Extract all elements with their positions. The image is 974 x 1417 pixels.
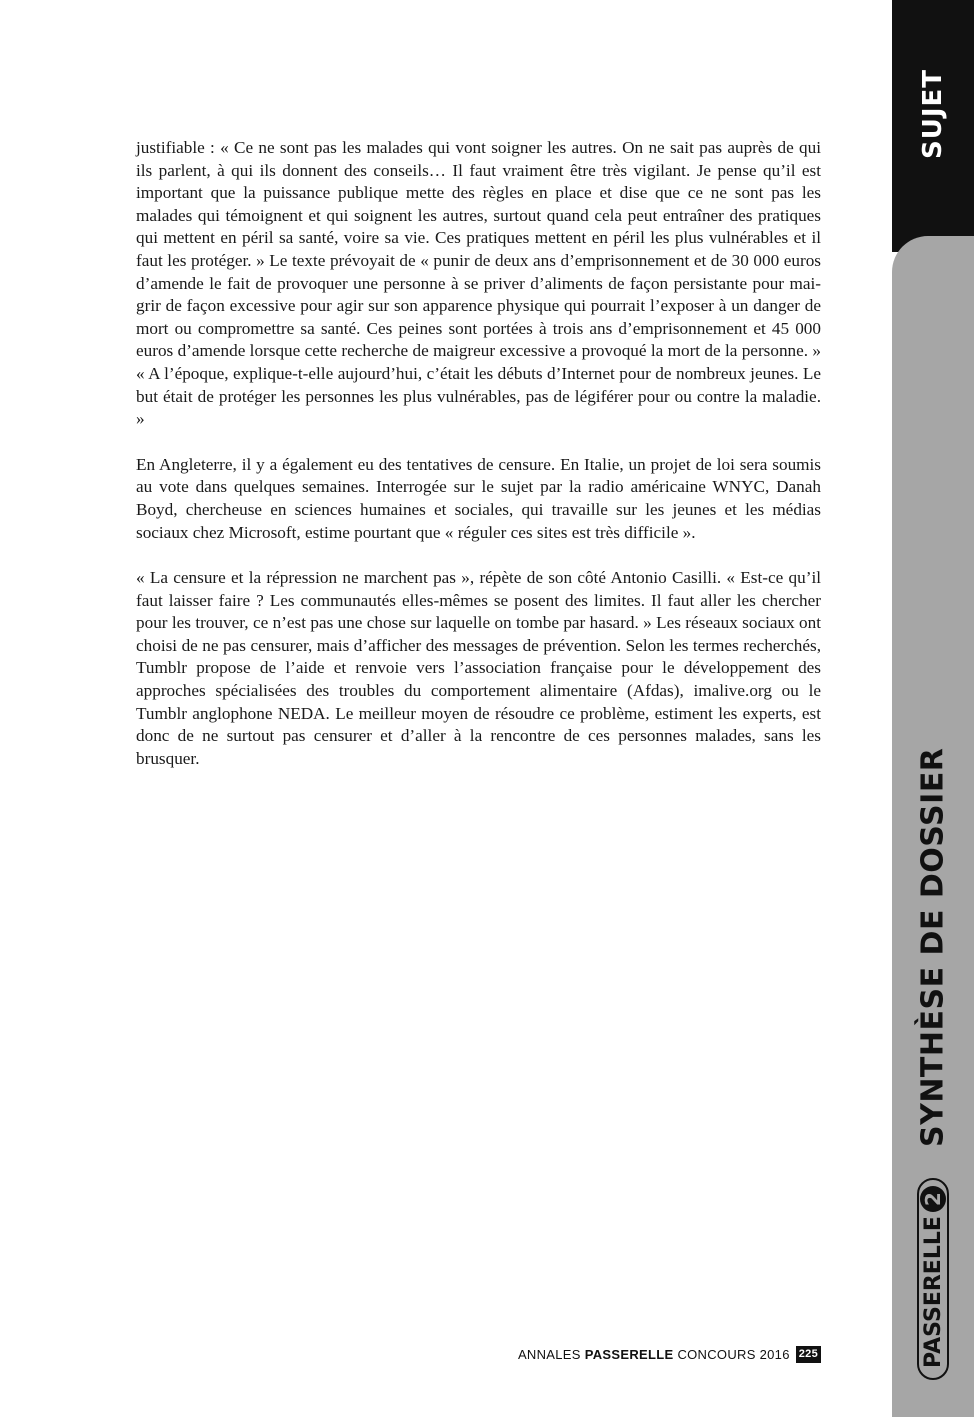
paragraph-1: justifiable : « Ce ne sont pas les malades qui vont soigner les autres. On ne sait pas auprès de qui ils parlent, à qui ils donnent des conseils… Il faut vraiment être très vigilant. Je pense qu’il est important que la puissance publique mette des règles en place et dise que ce ne sont pas les malades qui témoignent et qui soignent les autres, surtout quand cela peut entraîner des pratiques qui mettent en péril sa santé, voire sa vie. Ces pratiques mettent en péril les plus vulnérables et il faut les protéger. » Le texte prévoyait de « punir de deux ans d’emprisonnement et de 30 000 euros d’amende le fait de provoquer une personne à se priver d’aliments de façon persistante pour maigrir de façon excessive pour agir sur son apparence physique qui pourrait l’exposer à un danger de mort ou compromettre sa santé. Ces peines sont portées à trois ans d’emprisonnement et 45 000 euros d’amende lorsque cette recherche de maigreur excessive a provoqué la mort de la personne. » « A l’époque, explique-t-elle aujourd’hui, c’était les débuts d’Internet pour de nombreux jeunes. Le but était de protéger les personnes les plus vulnérables, pas de légiférer pour ou contre la maladie. » [136, 138, 821, 429]
paragraph-2: En Angleterre, il y a également eu des tentatives de censure. En Italie, un projet de loi sera soumis au vote dans quelques semaines. Interrogée sur le sujet par la radio américaine WNYC, Danah Boyd, chercheuse en sciences humaines et sociales, qui travaille sur les jeunes et les médias sociaux chez Microsoft, estime pourtant que « réguler ces sites est très difficile ». [136, 454, 821, 542]
brand-text: PASSERELLE [920, 1216, 946, 1368]
footer-brand: PASSERELLE [584, 1347, 674, 1362]
exam-title: SYNTHÈSE DE DOSSIER [915, 747, 951, 1147]
page-footer [518, 1346, 821, 1363]
section-label: SUJET [918, 68, 948, 159]
passerelle-logo [917, 1178, 949, 1380]
paragraph-3: « La censure et la répression ne marchent pas », répète de son côté Antonio Casilli. « Est-ce qu’il faut laisser faire ? Les communautés elles-mêmes se posent des limites. Il faut aller les chercher pour les trouver, ce n’est pas une chose sur laquelle on tombe par hasard. » Les réseaux sociaux ont choisi de ne pas censurer, mais d’afficher des messages de prévention. Selon les termes recherchés, Tumblr propose de l’aide et renvoie vers l’association française pour le développement des approches spécialisées des troubles du comportement alimentaire (Afdas), imalive.org ou le Tumblr anglophone NEDA. Le meilleur moyen de résoudre ce problème, estiment les experts, est donc de ne surtout pas censurer et d’aller à la rencontre de ces personnes malades, sans les brusquer. [136, 568, 821, 768]
brand-badge [917, 1178, 949, 1380]
footer-suffix: CONCOURS 2016 [677, 1347, 790, 1362]
article-body [136, 137, 821, 793]
footer-prefix: ANNALES [517, 1347, 581, 1362]
page-number: 225 [796, 1346, 821, 1363]
brand-number: 2 [920, 1186, 946, 1212]
